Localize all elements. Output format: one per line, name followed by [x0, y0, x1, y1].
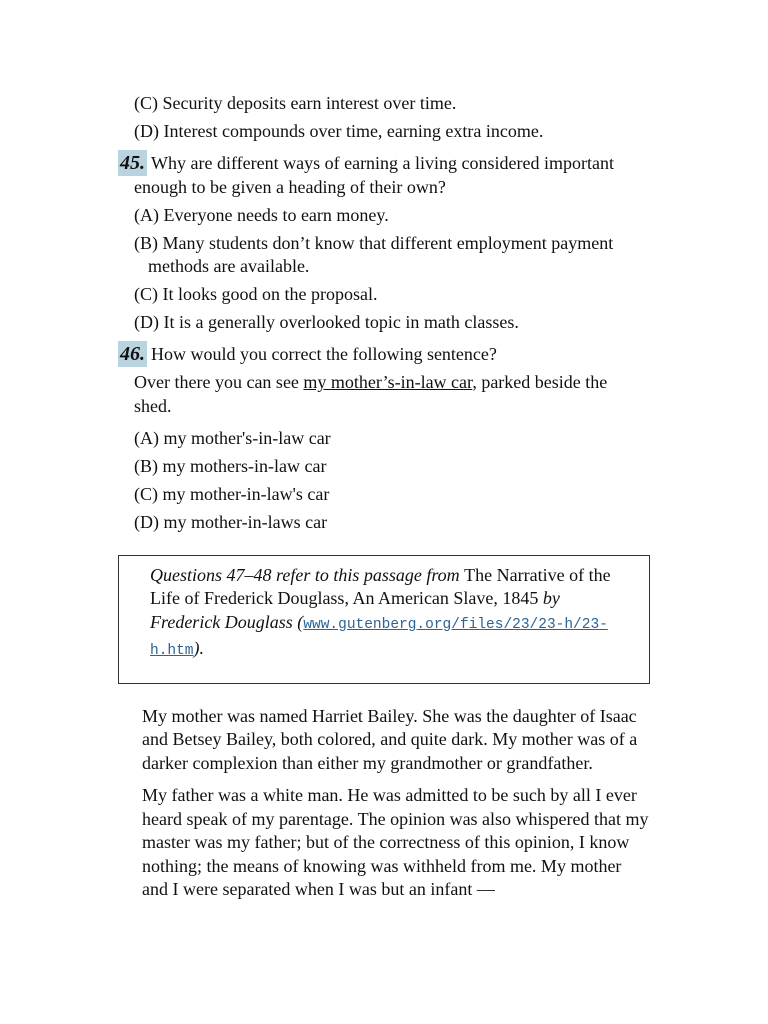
gutenberg-link[interactable]: www.gutenberg.org/files/23/23-h/23-h.htm: [150, 616, 608, 659]
passage-paragraph-2: My father was a white man. He was admitted to be such by all I ever heard speak of my parentage. The opinion was also whispered that my master was my father; but of the correctness of this opinion, I know nothing; the means of knowing was withheld from me. My mother and I were separated when I was but an infant —: [142, 785, 649, 899]
question-45-text: Why are different ways of earning a living considered important enough to be given a heading of their own?: [134, 152, 615, 197]
q46-option-d: (D) my mother-in-laws car: [134, 512, 328, 532]
document-page: [0, 92, 768, 911]
question-46-number: 46.: [120, 342, 145, 365]
passage-intro-box: [118, 555, 650, 684]
q45-option-b: (B) Many students don’t know that different employment payment methods are available.: [134, 232, 614, 276]
q44-option-d: (D) Interest compounds over time, earning extra income.: [134, 121, 544, 141]
q44-option-c: (C) Security deposits earn interest over time.: [134, 93, 457, 113]
q46-sentence-after: , parked beside the shed.: [134, 372, 608, 416]
q46-option-a: (A) my mother's-in-law car: [134, 428, 331, 448]
q46-option-b: (B) my mothers-in-law car: [134, 456, 327, 476]
q45-option-a: (A) Everyone needs to earn money.: [134, 204, 389, 225]
passage-intro-close: ).: [193, 638, 205, 658]
q46-sentence: [134, 371, 644, 418]
passage-paragraph-1: My mother was named Harriet Bailey. She was the daughter of Isaac and Betsey Bailey, both colored, and quite dark. My mother was of a darker complexion than either my grandmother or grandfather.: [142, 705, 638, 773]
question-46-text: How would you correct the following sentence?: [151, 343, 497, 364]
douglass-passage: [142, 705, 650, 902]
question-46: [118, 341, 660, 367]
q46-sentence-underlined: my mother’s-in-law car: [303, 372, 473, 392]
passage-author: by Frederick Douglass (: [150, 588, 560, 632]
q45-option-d: (D) It is a generally overlooked topic in math classes.: [134, 312, 519, 332]
passage-intro-text: Questions 47–48 refer to this passage from: [150, 564, 465, 585]
question-45-number: 45.: [120, 151, 145, 174]
book-title: The Narrative of the Life of Frederick Douglass, An American Slave, 1845: [150, 564, 611, 608]
q46-option-c: (C) my mother-in-law's car: [134, 484, 330, 504]
q45-option-c: (C) It looks good on the proposal.: [134, 284, 378, 304]
question-45: [118, 150, 660, 200]
q46-sentence-before: Over there you can see: [134, 372, 304, 392]
